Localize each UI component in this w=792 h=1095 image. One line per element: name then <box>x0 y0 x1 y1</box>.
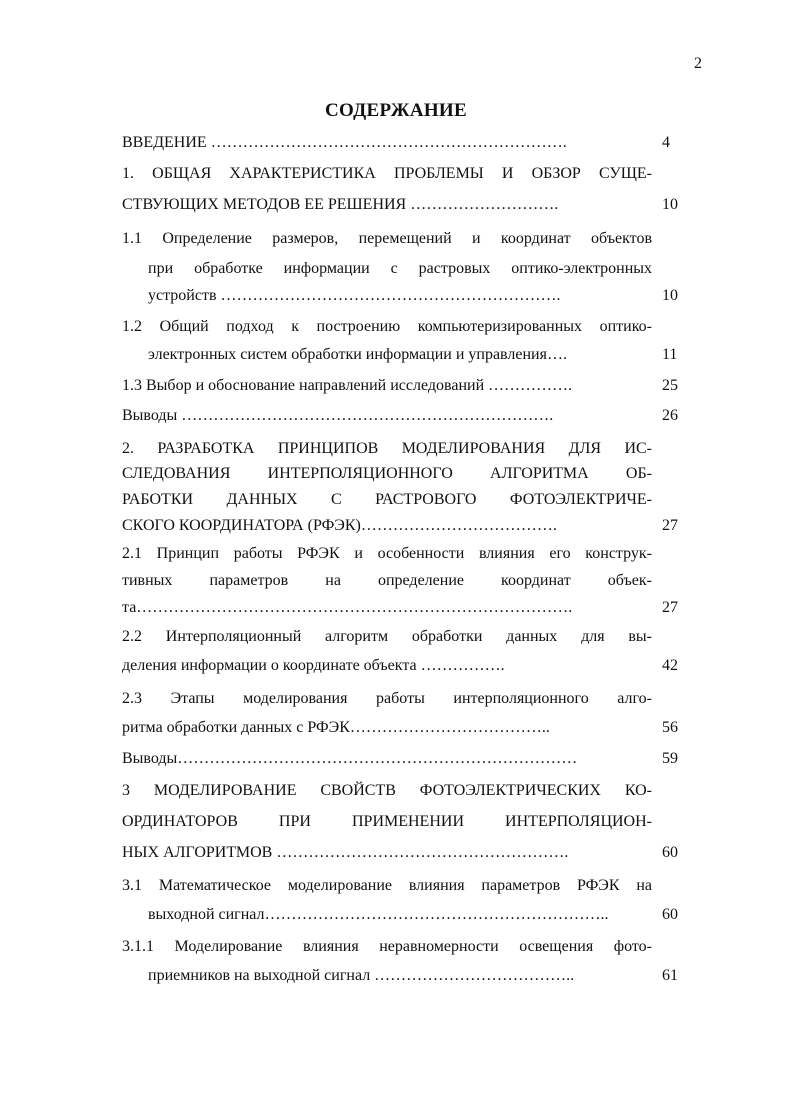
toc-entry-section-1-3[interactable]: 1.3 Выбор и обоснование направлений исследований ……………. <box>122 377 573 394</box>
toc-page-section-2-1: 27 <box>662 599 678 616</box>
toc-entry-section-1-2[interactable]: 1.2 Общий подход к построению компьютеризированных оптико- <box>122 318 652 335</box>
toc-page-chapter-3: 60 <box>662 844 678 861</box>
toc-page-chapter-1: 10 <box>662 196 678 213</box>
toc-entry-section-3-1[interactable]: 3.1 Математическое моделирование влияния параметров РФЭК на <box>122 877 652 894</box>
toc-entry-section-2-2[interactable]: 2.2 Интерполяционный алгоритм обработки данных для вы- <box>122 628 652 645</box>
toc-page-chapter-2: 27 <box>662 517 678 534</box>
toc-entry-section-1-1-cont[interactable]: при обработке информации с растровых оптико-электронных <box>148 260 652 277</box>
toc-entry-section-1-1[interactable]: 1.1 Определение размеров, перемещений и координат объектов <box>122 230 652 247</box>
toc-entry-chapter-1-cont[interactable]: СТВУЮЩИХ МЕТОДОВ ЕЕ РЕШЕНИЯ ………………………. <box>122 196 559 213</box>
toc-page-section-1-2: 11 <box>662 346 678 363</box>
toc-entry-chapter-2-cont-1[interactable]: СЛЕДОВАНИЯ ИНТЕРПОЛЯЦИОННОГО АЛГОРИТМА ОБ- <box>122 465 652 482</box>
toc-page-introduction: 4 <box>662 134 670 151</box>
toc-title: СОДЕРЖАНИЕ <box>325 100 467 121</box>
toc-page-section-1-3: 25 <box>662 377 678 394</box>
toc-entry-section-2-1-end[interactable]: та………………………………………………………………………. <box>122 599 573 616</box>
page-number: 2 <box>694 55 702 72</box>
toc-page-conclusions-2: 59 <box>662 750 678 767</box>
toc-page-conclusions-1: 26 <box>662 407 678 424</box>
toc-entry-introduction[interactable]: ВВЕДЕНИЕ …………………………………………………………. <box>122 134 567 151</box>
toc-page-section-3-1: 60 <box>662 906 678 923</box>
toc-entry-conclusions-1[interactable]: Выводы ……………………………………………………………. <box>122 407 554 424</box>
toc-entry-section-2-1[interactable]: 2.1 Принцип работы РФЭК и особенности влияния его конструк- <box>122 545 652 562</box>
toc-entry-section-1-2-cont[interactable]: электронных систем обработки информации и управления…. <box>148 346 567 363</box>
toc-entry-section-2-3-cont[interactable]: ритма обработки данных с РФЭК……………………………….. <box>122 719 550 736</box>
toc-entry-section-3-1-1[interactable]: 3.1.1 Моделирование влияния неравномерности освещения фото- <box>122 938 652 955</box>
toc-page-section-2-3: 56 <box>662 719 678 736</box>
toc-entry-chapter-2-cont-3[interactable]: СКОГО КООРДИНАТОРА (РФЭК)………………………………. <box>122 517 557 534</box>
toc-entry-chapter-3-cont[interactable]: ОРДИНАТОРОВ ПРИ ПРИМЕНЕНИИ ИНТЕРПОЛЯЦИОН- <box>122 813 652 830</box>
toc-entry-chapter-1[interactable]: 1. ОБЩАЯ ХАРАКТЕРИСТИКА ПРОБЛЕМЫ И ОБЗОР СУЩЕ- <box>122 165 652 182</box>
toc-page-section-3-1-1: 61 <box>662 967 678 984</box>
toc-page-section-2-2: 42 <box>662 657 678 674</box>
toc-entry-section-3-1-cont[interactable]: выходной сигнал……………………………………………………….. <box>148 906 609 923</box>
toc-page-section-1-1: 10 <box>662 287 678 304</box>
toc-entry-chapter-3[interactable]: 3 МОДЕЛИРОВАНИЕ СВОЙСТВ ФОТОЭЛЕКТРИЧЕСКИХ КО- <box>122 782 652 799</box>
toc-entry-section-1-1-end[interactable]: устройств ………………………………………………………. <box>148 287 561 304</box>
toc-entry-conclusions-2[interactable]: Выводы………………………………………………………………… <box>122 750 578 767</box>
toc-entry-section-2-2-cont[interactable]: деления информации о координате объекта ……………. <box>122 657 505 674</box>
toc-entry-section-2-1-cont[interactable]: тивных параметров на определение координат объек- <box>122 572 652 589</box>
toc-entry-chapter-3-end[interactable]: НЫХ АЛГОРИТМОВ ………………………………………………. <box>122 844 569 861</box>
toc-entry-section-2-3[interactable]: 2.3 Этапы моделирования работы интерполяционного алго- <box>122 690 652 707</box>
toc-entry-chapter-2[interactable]: 2. РАЗРАБОТКА ПРИНЦИПОВ МОДЕЛИРОВАНИЯ ДЛЯ ИС- <box>122 440 652 457</box>
toc-entry-chapter-2-cont-2[interactable]: РАБОТКИ ДАННЫХ С РАСТРОВОГО ФОТОЭЛЕКТРИЧЕ- <box>122 491 652 508</box>
toc-entry-section-3-1-1-cont[interactable]: приемников на выходной сигнал ……………………………….. <box>148 967 575 984</box>
